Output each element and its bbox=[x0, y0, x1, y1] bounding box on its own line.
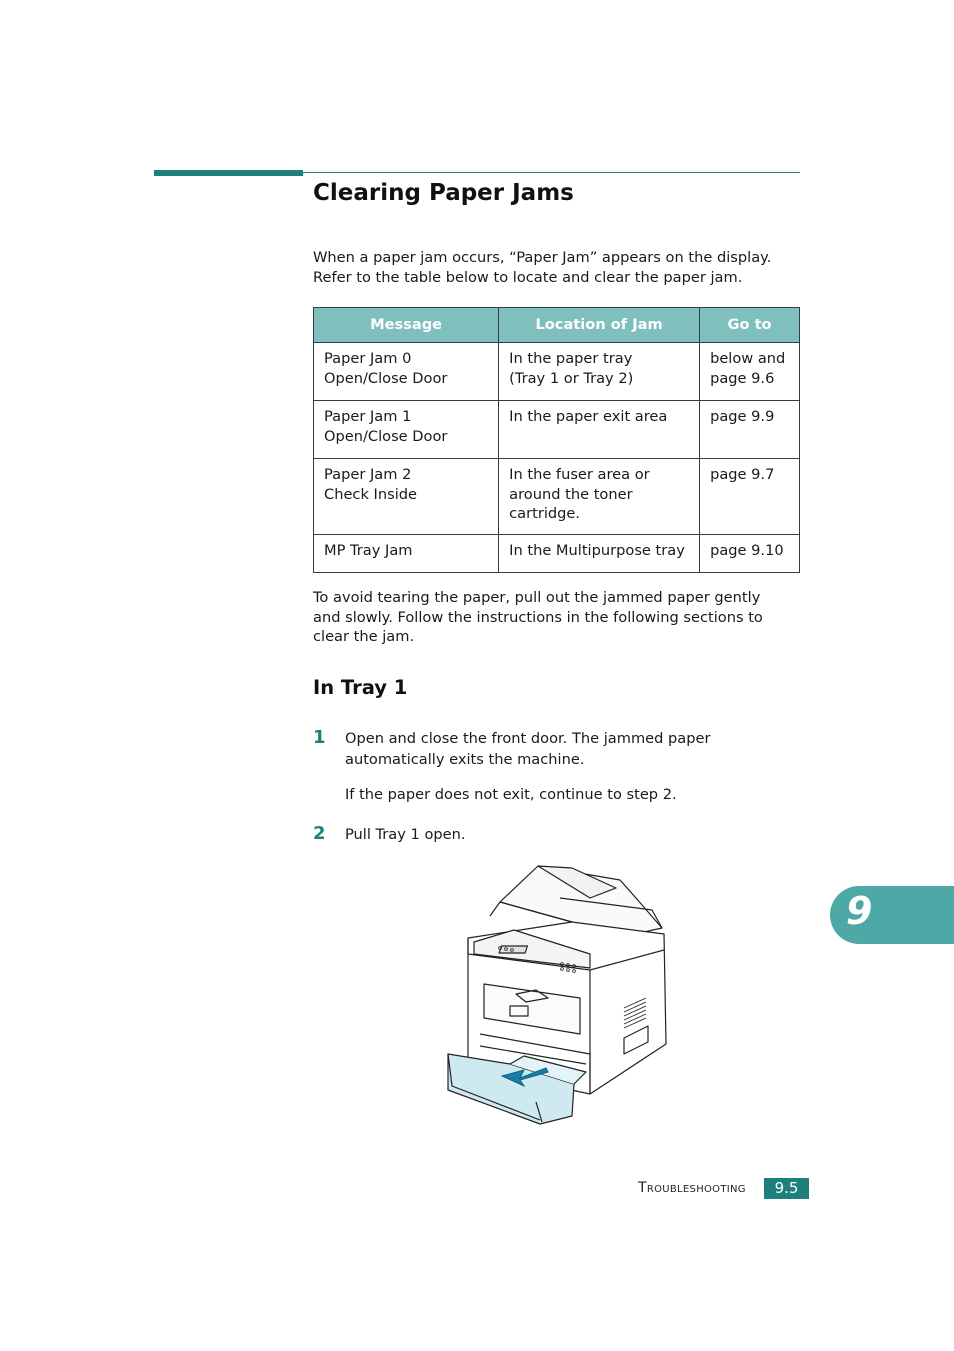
cell-text: In the paper tray bbox=[509, 350, 633, 367]
footer-section-label: Troubleshooting bbox=[638, 1180, 746, 1196]
chapter-number: 9 bbox=[846, 889, 873, 933]
table-row bbox=[314, 535, 800, 573]
instructions-paragraph bbox=[313, 588, 803, 647]
table-row bbox=[314, 343, 800, 401]
page-number: 9.5 bbox=[764, 1178, 809, 1199]
cell-text: Open/Close Door bbox=[324, 369, 448, 387]
cell-message bbox=[314, 343, 499, 401]
cell-text: page 9.10 bbox=[710, 542, 784, 559]
column-header-message: Message bbox=[314, 308, 499, 343]
paragraph-line: To avoid tearing the paper, pull out the jammed paper gently bbox=[313, 589, 761, 606]
step-line: Pull Tray 1 open. bbox=[345, 826, 466, 843]
step-note: If the paper does not exit, continue to step 2. bbox=[345, 786, 677, 803]
intro-paragraph bbox=[313, 248, 803, 287]
cell-text: Paper Jam 2 bbox=[324, 466, 412, 483]
step-text bbox=[345, 728, 805, 805]
cell-text: page 9.9 bbox=[710, 408, 775, 425]
cell-text: page 9.6 bbox=[710, 369, 775, 387]
table-row bbox=[314, 459, 800, 535]
cell-goto bbox=[700, 459, 800, 535]
intro-line: Refer to the table below to locate and clear the paper jam. bbox=[313, 268, 743, 286]
step-number: 2 bbox=[313, 823, 326, 844]
cell-text: MP Tray Jam bbox=[324, 542, 413, 559]
cell-text: around the toner bbox=[509, 485, 633, 503]
cell-goto bbox=[700, 343, 800, 401]
cell-location bbox=[499, 343, 700, 401]
header-rule-thin bbox=[303, 172, 800, 173]
section-heading: In Tray 1 bbox=[313, 676, 408, 699]
cell-text: In the fuser area or bbox=[509, 466, 650, 483]
table-row bbox=[314, 401, 800, 459]
page-title: Clearing Paper Jams bbox=[313, 180, 574, 206]
cell-location bbox=[499, 535, 700, 573]
step-number: 1 bbox=[313, 727, 326, 748]
cell-text: In the Multipurpose tray bbox=[509, 542, 685, 559]
cell-text: below and bbox=[710, 350, 786, 367]
chapter-tab bbox=[830, 886, 954, 944]
intro-line: When a paper jam occurs, “Paper Jam” appears on the display. bbox=[313, 249, 772, 266]
cell-goto bbox=[700, 401, 800, 459]
cell-text: (Tray 1 or Tray 2) bbox=[509, 369, 634, 387]
cell-text: cartridge. bbox=[509, 505, 581, 522]
paragraph-line: clear the jam. bbox=[313, 628, 415, 645]
cell-text: Open/Close Door bbox=[324, 427, 448, 445]
cell-text: page 9.7 bbox=[710, 466, 775, 483]
cell-text: In the paper exit area bbox=[509, 408, 668, 425]
paragraph-line: and slowly. Follow the instructions in the following sections to bbox=[313, 608, 763, 626]
paper-jam-table bbox=[313, 307, 800, 573]
header-rule-thick bbox=[154, 170, 303, 176]
table-header-row bbox=[314, 308, 800, 343]
step-text bbox=[345, 824, 805, 845]
column-header-location: Location of Jam bbox=[499, 308, 700, 343]
column-header-goto: Go to bbox=[700, 308, 800, 343]
printer-illustration bbox=[440, 858, 680, 1134]
step-line: automatically exits the machine. bbox=[345, 751, 585, 768]
cell-message bbox=[314, 459, 499, 535]
cell-text: Check Inside bbox=[324, 485, 417, 503]
cell-location bbox=[499, 401, 700, 459]
cell-goto bbox=[700, 535, 800, 573]
cell-message bbox=[314, 401, 499, 459]
cell-text: Paper Jam 1 bbox=[324, 408, 412, 425]
cell-message bbox=[314, 535, 499, 573]
cell-text: Paper Jam 0 bbox=[324, 350, 412, 367]
cell-location bbox=[499, 459, 700, 535]
step-line: Open and close the front door. The jammed paper bbox=[345, 730, 711, 747]
